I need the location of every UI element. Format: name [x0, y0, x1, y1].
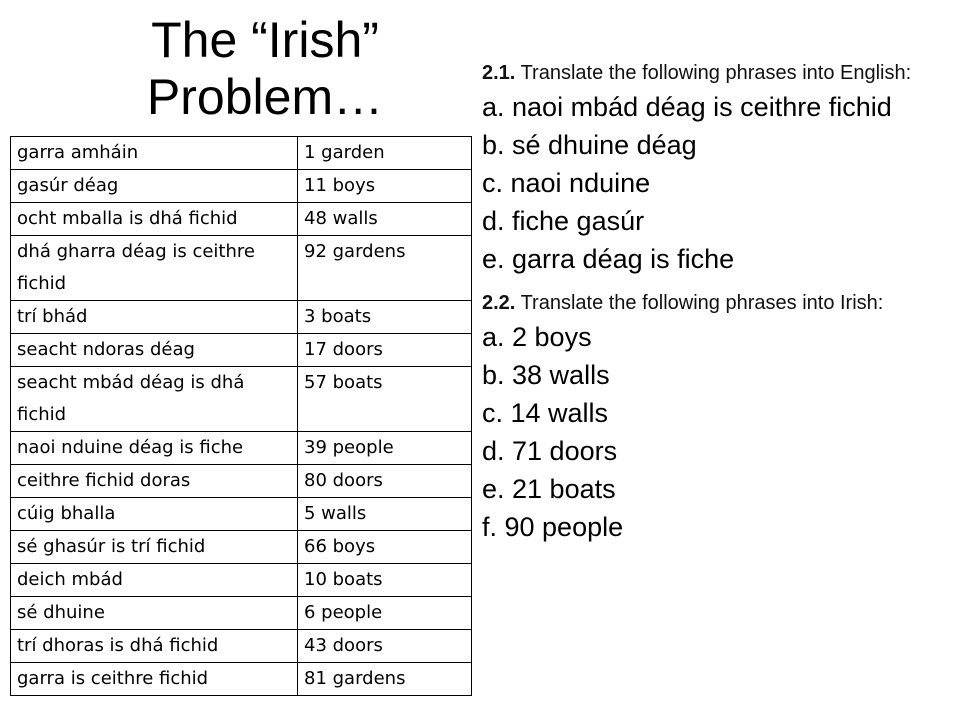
irish-phrase-cell: cúig bhalla: [11, 498, 298, 531]
exercise-2-1-text: Translate the following phrases into English:: [520, 62, 912, 84]
table-row: [11, 465, 472, 498]
table-row: [11, 367, 472, 432]
exercise-item: d. fiche gasúr: [482, 206, 645, 236]
exercise-item: b. 38 walls: [482, 360, 610, 390]
exercise-2-1: [482, 58, 942, 278]
table-row: [11, 663, 472, 696]
irish-phrase-cell: dhá gharra déag is ceithre fichid: [11, 236, 298, 301]
irish-phrase-cell: garra is ceithre fichid: [11, 663, 298, 696]
table-row: [11, 432, 472, 465]
table-row: [11, 564, 472, 597]
english-translation-cell: 48 walls: [298, 203, 472, 236]
table-row: [11, 170, 472, 203]
irish-phrase-cell: garra amháin: [11, 137, 298, 170]
irish-phrase-cell: sé ghasúr is trí fichid: [11, 531, 298, 564]
irish-phrase-cell: trí bhád: [11, 301, 298, 334]
exercise-2-2: [482, 288, 942, 546]
exercise-2-2-instruction: [482, 288, 942, 318]
english-translation-cell: 3 boats: [298, 301, 472, 334]
exercise-item: a. naoi mbád déag is ceithre fichid: [482, 92, 892, 122]
english-translation-cell: 1 garden: [298, 137, 472, 170]
exercise-item: c. naoi nduine: [482, 168, 651, 198]
irish-phrase-cell: ceithre fichid doras: [11, 465, 298, 498]
english-translation-cell: 66 boys: [298, 531, 472, 564]
english-translation-cell: 17 doors: [298, 334, 472, 367]
irish-phrase-cell: sé dhuine: [11, 597, 298, 630]
table-row: [11, 630, 472, 663]
english-translation-cell: 80 doors: [298, 465, 472, 498]
table-row: [11, 597, 472, 630]
page-title: The “Irish” Problem…: [146, 12, 384, 125]
vocabulary-table-body: [11, 137, 472, 696]
english-translation-cell: 92 gardens: [298, 236, 472, 301]
english-translation-cell: 43 doors: [298, 630, 472, 663]
table-row: [11, 301, 472, 334]
vocabulary-table: [10, 136, 472, 696]
english-translation-cell: 81 gardens: [298, 663, 472, 696]
exercise-item: c. 14 walls: [482, 398, 609, 428]
english-translation-cell: 39 people: [298, 432, 472, 465]
english-translation-cell: 6 people: [298, 597, 472, 630]
irish-phrase-cell: seacht mbád déag is dhá fichid: [11, 367, 298, 432]
table-row: [11, 203, 472, 236]
exercise-item: e. garra déag is fiche: [482, 244, 735, 274]
exercise-item: e. 21 boats: [482, 474, 616, 504]
irish-phrase-cell: naoi nduine déag is fiche: [11, 432, 298, 465]
english-translation-cell: 11 boys: [298, 170, 472, 203]
irish-phrase-cell: seacht ndoras déag: [11, 334, 298, 367]
irish-phrase-cell: trí dhoras is dhá fichid: [11, 630, 298, 663]
table-row: [11, 334, 472, 367]
english-translation-cell: 10 boats: [298, 564, 472, 597]
exercise-2-1-instruction: [482, 58, 942, 88]
exercise-2-1-number: 2.1.: [482, 62, 516, 84]
irish-phrase-cell: ocht mballa is dhá fichid: [11, 203, 298, 236]
exercise-item: a. 2 boys: [482, 322, 592, 352]
exercise-item: d. 71 doors: [482, 436, 618, 466]
table-row: [11, 137, 472, 170]
table-row: [11, 236, 472, 301]
english-translation-cell: 5 walls: [298, 498, 472, 531]
english-translation-cell: 57 boats: [298, 367, 472, 432]
irish-phrase-cell: deich mbád: [11, 564, 298, 597]
exercise-2-1-items: [482, 88, 942, 278]
exercise-item: b. sé dhuine déag: [482, 130, 697, 160]
exercise-item: f. 90 people: [482, 512, 624, 542]
irish-phrase-cell: gasúr déag: [11, 170, 298, 203]
table-row: [11, 498, 472, 531]
table-row: [11, 531, 472, 564]
exercise-2-2-text: Translate the following phrases into Irish:: [520, 292, 884, 314]
exercise-2-2-number: 2.2.: [482, 292, 516, 314]
exercises-panel: [482, 58, 942, 546]
exercise-2-2-items: [482, 318, 942, 546]
